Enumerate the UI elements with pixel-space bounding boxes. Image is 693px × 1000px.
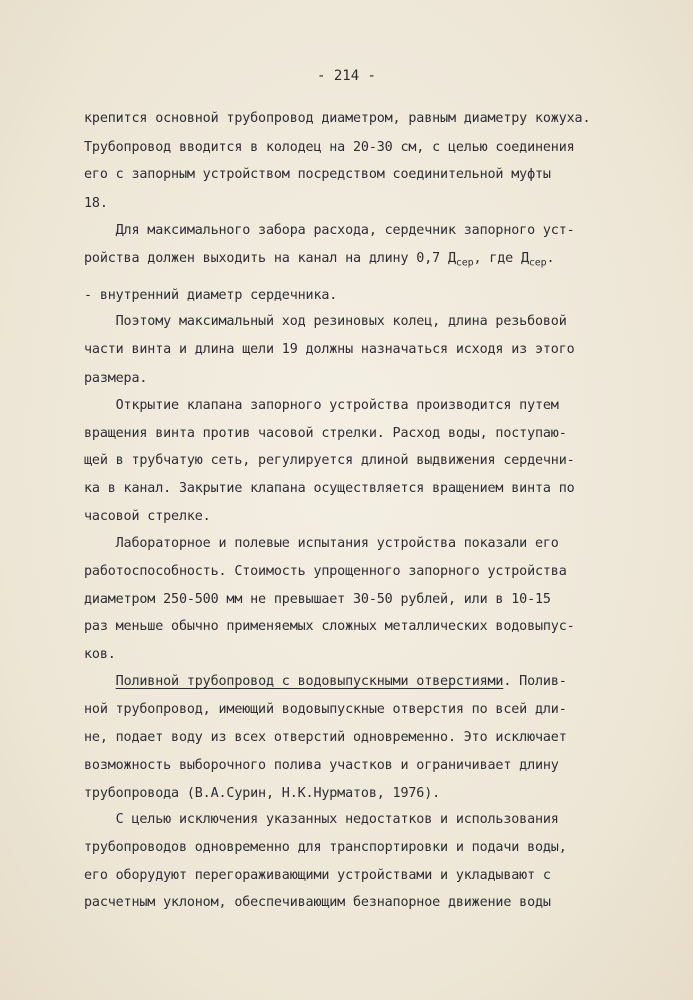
text-line-with-subscript (84, 250, 554, 268)
text-line-with-heading (84, 673, 567, 691)
text-line: раз меньше обычно применяемых сложных металлических водовыпус- (84, 619, 575, 634)
text-fragment: . Полив- (503, 674, 567, 689)
text-line: 18. (84, 196, 108, 211)
subscript: сер (528, 257, 547, 269)
text-line: С целью исключения указанных недостатков и использования (84, 812, 559, 827)
text-line: трубопровода (В.А.Сурин, Н.К.Нурматов, 1976). (84, 786, 441, 801)
subscript: сер (455, 257, 474, 269)
text-line: ков. (84, 647, 116, 662)
text-line: его с запорным устройством посредством соединительной муфты (84, 167, 551, 182)
text-line: его оборудуют перегораживающими устройствами и укладывают с (84, 868, 551, 883)
text-fragment: ройства должен выходить на канал на длину 0,7 Д (84, 251, 456, 266)
text-line: Лабораторное и полевые испытания устройства показали его (84, 536, 559, 551)
text-fragment: . (546, 251, 555, 266)
text-line: крепится основной трубопровод диаметром, равным диаметру кожуха. (84, 111, 591, 126)
text-line: Для максимального забора расхода, сердечник запорного уст- (84, 223, 575, 238)
text-line: расчетным уклоном, обеспечивающим безнапорное движение воды (84, 895, 551, 910)
text-line: Открытие клапана запорного устройства производится путем (84, 398, 559, 413)
text-line: Поэтому максимальный ход резиновых колец, длина резьбовой (84, 314, 567, 329)
text-line: диаметром 250-500 мм не превышает 30-50 рублей, или в 10-15 (84, 592, 551, 607)
text-line: трубопроводов одновременно для транспортировки и подачи воды, (84, 840, 567, 855)
text-line: - внутренний диаметр сердечника. (84, 288, 338, 303)
text-line: работоспособность. Стоимость упрощенного запорного устройства (84, 564, 567, 579)
text-fragment: , где Д (473, 251, 529, 266)
text-line: возможность выборочного полива участков и ограничивает длину (84, 758, 559, 773)
text-line: не, подает воду из всех отверстий одновременно. Это исключает (84, 730, 567, 745)
text-line: части винта и длина щели 19 должны назначаться исходя из этого (84, 342, 575, 357)
text-line: размера. (84, 371, 148, 386)
page-number: - 214 - (316, 68, 376, 84)
text-line: Трубопровод вводится в колодец на 20-30 см, с целью соединения (84, 140, 575, 155)
text-line: вращения винта против часовой стрелки. Расход воды, поступаю- (84, 426, 567, 441)
text-line: ной трубопровод, имеющий водовыпускные отверстия по всей дли- (84, 702, 567, 717)
text-line: щей в трубчатую сеть, регулируется длиной выдвижения сердечни- (84, 453, 575, 468)
text-line: часовой стрелке. (84, 509, 211, 524)
inline-heading: Поливной трубопровод с водовыпускными отверстиями (115, 674, 504, 689)
text-line: ка в канал. Закрытие клапана осуществляется вращением винта по (84, 481, 575, 496)
